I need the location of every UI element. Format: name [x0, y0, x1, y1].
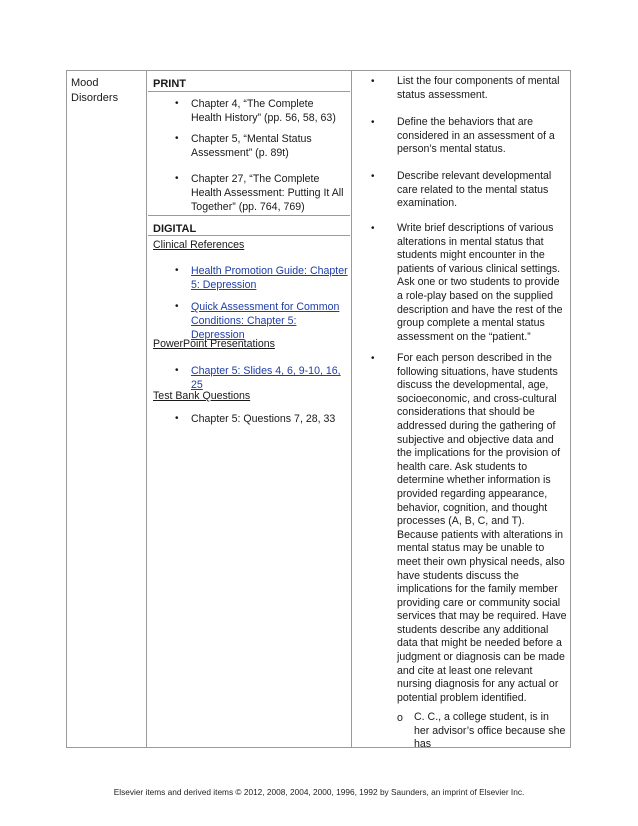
- bullet-icon: •: [175, 173, 179, 184]
- bullet-icon: •: [371, 117, 375, 128]
- health-promotion-guide-link[interactable]: Health Promotion Guide: Chapter 5: Depression: [191, 265, 348, 292]
- topic-label: Mood Disorders: [71, 77, 119, 104]
- bullet-icon: •: [371, 76, 375, 87]
- powerpoint-label: PowerPoint Presentations: [153, 338, 275, 350]
- print-header-divider: [148, 91, 350, 92]
- print-item-chapter-27: Chapter 27, “The Complete Health Assessment: Putting It All Together” (pp. 764, 769): [191, 173, 344, 214]
- bullet-icon: •: [175, 301, 179, 312]
- bullet-icon: •: [175, 365, 179, 376]
- test-bank-label: Test Bank Questions: [153, 390, 251, 402]
- column-divider: [146, 71, 147, 747]
- digital-header: DIGITAL: [153, 223, 197, 235]
- clinical-references-label: Clinical References: [153, 239, 245, 251]
- column-divider: [351, 71, 352, 747]
- bullet-icon: •: [175, 265, 179, 276]
- print-item-chapter-4: Chapter 4, “The Complete Health History” (pp. 56, 58, 63): [191, 98, 336, 125]
- sub-activity-item: C. C., a college student, is in her advisor’s office because she has: [414, 711, 566, 751]
- activity-item: Write brief descriptions of various alterations in mental status that students might encounter in the patients of various clinical settings. Ask one or two students to provide a role-play based on the supplied description and have the rest of the group complete a mental status assessment on the “patient.”: [397, 222, 563, 343]
- digital-header-divider: [148, 235, 350, 236]
- bullet-icon: •: [175, 413, 179, 424]
- activity-item: Describe relevant developmental care related to the mental status examination.: [397, 170, 552, 210]
- sub-bullet-marker: o: [397, 712, 403, 724]
- copyright-footer: Elsevier items and derived items © 2012, 2008, 2004, 2000, 1996, 1992 by Saunders, an imprint of Elsevier Inc.: [113, 787, 525, 797]
- bullet-icon: •: [175, 98, 179, 109]
- print-item-chapter-5: Chapter 5, “Mental Status Assessment” (p. 89t): [191, 133, 312, 160]
- activity-item: For each person described in the following situations, have students discuss the developmental, age, socioeconomic, and cross-cultural considerations that should be addressed during the gathering of subjective and objective data and the implications for the provision of health care. Ask students to determine whether information is provided regarding appearance, behavior, cognition, and thought processes (A, B, C, and T). Because patients with alterations in mental status may be unable to meet their own physical needs, also have students discuss the implications for the family member providing care or community social services that may be required. Have students describe any additional data that might be needed before a judgment or diagnosis can be made and cite at least one relevant nursing diagnosis for any actual or potential problem identified.: [397, 352, 567, 704]
- quick-assessment-link[interactable]: Quick Assessment for Common Conditions: Chapter 5: Depression: [191, 301, 340, 342]
- activity-item: Define the behaviors that are considered in an assessment of a person’s mental status.: [397, 116, 555, 156]
- powerpoint-slides-link[interactable]: Chapter 5: Slides 4, 6, 9-10, 16, 25: [191, 365, 341, 392]
- print-header: PRINT: [153, 78, 186, 90]
- test-bank-item: Chapter 5: Questions 7, 28, 33: [191, 413, 336, 425]
- bullet-icon: •: [371, 223, 375, 234]
- bullet-icon: •: [371, 171, 375, 182]
- bullet-icon: •: [371, 353, 375, 364]
- activity-item: List the four components of mental status assessment.: [397, 75, 560, 101]
- content-table: [66, 70, 571, 751]
- bullet-icon: •: [175, 133, 179, 144]
